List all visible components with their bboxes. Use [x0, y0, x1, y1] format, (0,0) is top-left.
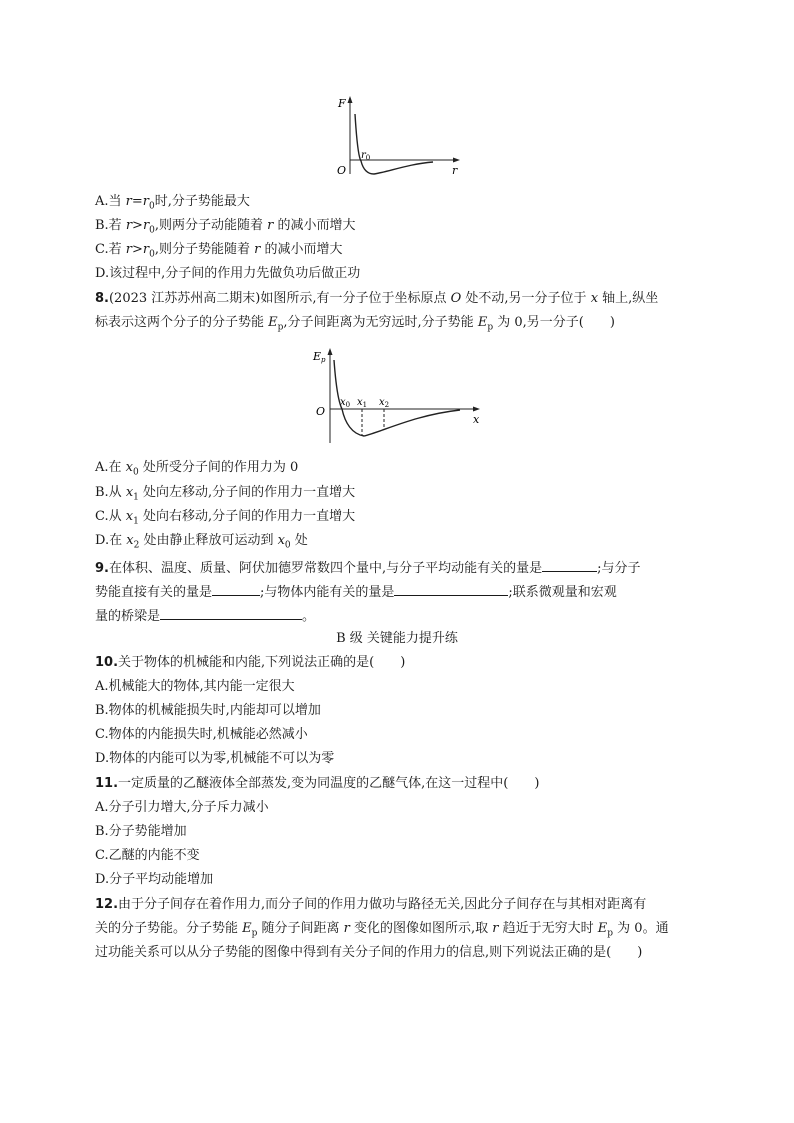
r0-label: $r_0$	[361, 150, 371, 162]
q11-option-b: B.分子势能增加	[95, 824, 187, 839]
q7-option-a: A.当 $r=r_0$时,分子势能最大	[95, 194, 250, 212]
q12-line3: 过功能关系可以从分子势能的图像中得到有关分子间的作用力的信息,则下列说法正确的是( )	[95, 945, 643, 960]
x2-label: $x_2$	[379, 397, 390, 409]
potential-energy-graph	[310, 343, 485, 448]
answer-blank-3[interactable]	[394, 581, 508, 596]
answer-blank-4[interactable]	[160, 605, 302, 620]
potential-curve	[334, 360, 460, 436]
q8-option-b: B.从 $x_1$ 处向左移动,分子间的作用力一直增大	[95, 485, 356, 503]
q7-option-b: B.若 $r>r_0$,则两分子动能随着 r 的减小而增大	[95, 218, 356, 236]
force-distance-graph	[330, 92, 465, 182]
section-b-heading: B 级 关键能力提升练	[336, 631, 458, 646]
q9-line2: 势能直接有关的量是 ;与物体内能有关的量是 ;联系微观量和宏观	[95, 581, 617, 602]
q10-option-b: B.物体的机械能损失时,内能却可以增加	[95, 703, 321, 718]
q9-line1: 9.在体积、温度、质量、阿伏加德罗常数四个量中,与分子平均动能有关的量是 ;与分子	[95, 557, 641, 578]
q11-stem: 11.一定质量的乙醚液体全部蒸发,变为同温度的乙醚气体,在这一过程中( )	[95, 776, 540, 791]
x-axis-arrow	[473, 407, 480, 412]
q9-line3: 量的桥梁是 。	[95, 605, 315, 626]
q10-option-c: C.物体的内能损失时,机械能必然减小	[95, 727, 308, 742]
q7-option-c: C.若 $r>r_0$,则分子势能随着 r 的减小而增大	[95, 242, 343, 260]
origin-label: O	[316, 405, 326, 418]
y-axis-arrow	[348, 96, 353, 103]
q8-option-a: A.在 $x_0$ 处所受分子间的作用力为 0	[95, 460, 299, 478]
force-curve	[355, 114, 433, 174]
q8-option-d: D.在 $x_2$ 处由静止释放可运动到 $x_0$ 处	[95, 533, 308, 551]
q10-option-d: D.物体的内能可以为零,机械能不可以为零	[95, 751, 335, 766]
x-axis-label: r	[452, 164, 458, 177]
q8-stem-line2: 标表示这两个分子的分子势能 $E_p$,分子间距离为无穷远时,分子势能 $E_p$ 为 0,另一分子( )	[95, 315, 615, 333]
q12-line1: 12.由于分子间存在着作用力,而分子间的作用力做功与路径无关,因此分子间存在与其相对距离有	[95, 897, 647, 912]
q10-option-a: A.机械能大的物体,其内能一定很大	[95, 679, 295, 694]
x-axis-arrow	[453, 158, 460, 163]
q11-option-a: A.分子引力增大,分子斥力减小	[95, 800, 269, 815]
q8-stem-line1: 8.(2023 江苏苏州高二期末)如图所示,有一分子位于坐标原点 O 处不动,另一分子位于 x 轴上,纵坐	[95, 291, 659, 306]
q7-option-d: D.该过程中,分子间的作用力先做负功后做正功	[95, 266, 361, 281]
q10-stem: 10.关于物体的机械能和内能,下列说法正确的是( )	[95, 655, 406, 670]
q12-line2: 关的分子势能。分子势能 $E_p$ 随分子间距离 r 变化的图像如图所示,取 r 趋近于无穷大时 $E_p$ 为 0。通	[95, 921, 669, 939]
y-axis-label: Ep	[313, 350, 326, 364]
y-axis-arrow	[328, 348, 333, 355]
origin-label: O	[337, 164, 347, 177]
answer-blank-1[interactable]	[542, 557, 597, 572]
x0-label: $x_0$	[340, 397, 351, 409]
q8-option-c: C.从 $x_1$ 处向右移动,分子间的作用力一直增大	[95, 509, 356, 527]
answer-blank-2[interactable]	[212, 581, 260, 596]
y-axis-label: F	[338, 97, 346, 110]
x-axis-label: x	[473, 413, 480, 426]
q11-option-c: C.乙醚的内能不变	[95, 848, 200, 863]
q11-option-d: D.分子平均动能增加	[95, 872, 214, 887]
x1-label: $x_1$	[357, 397, 368, 409]
